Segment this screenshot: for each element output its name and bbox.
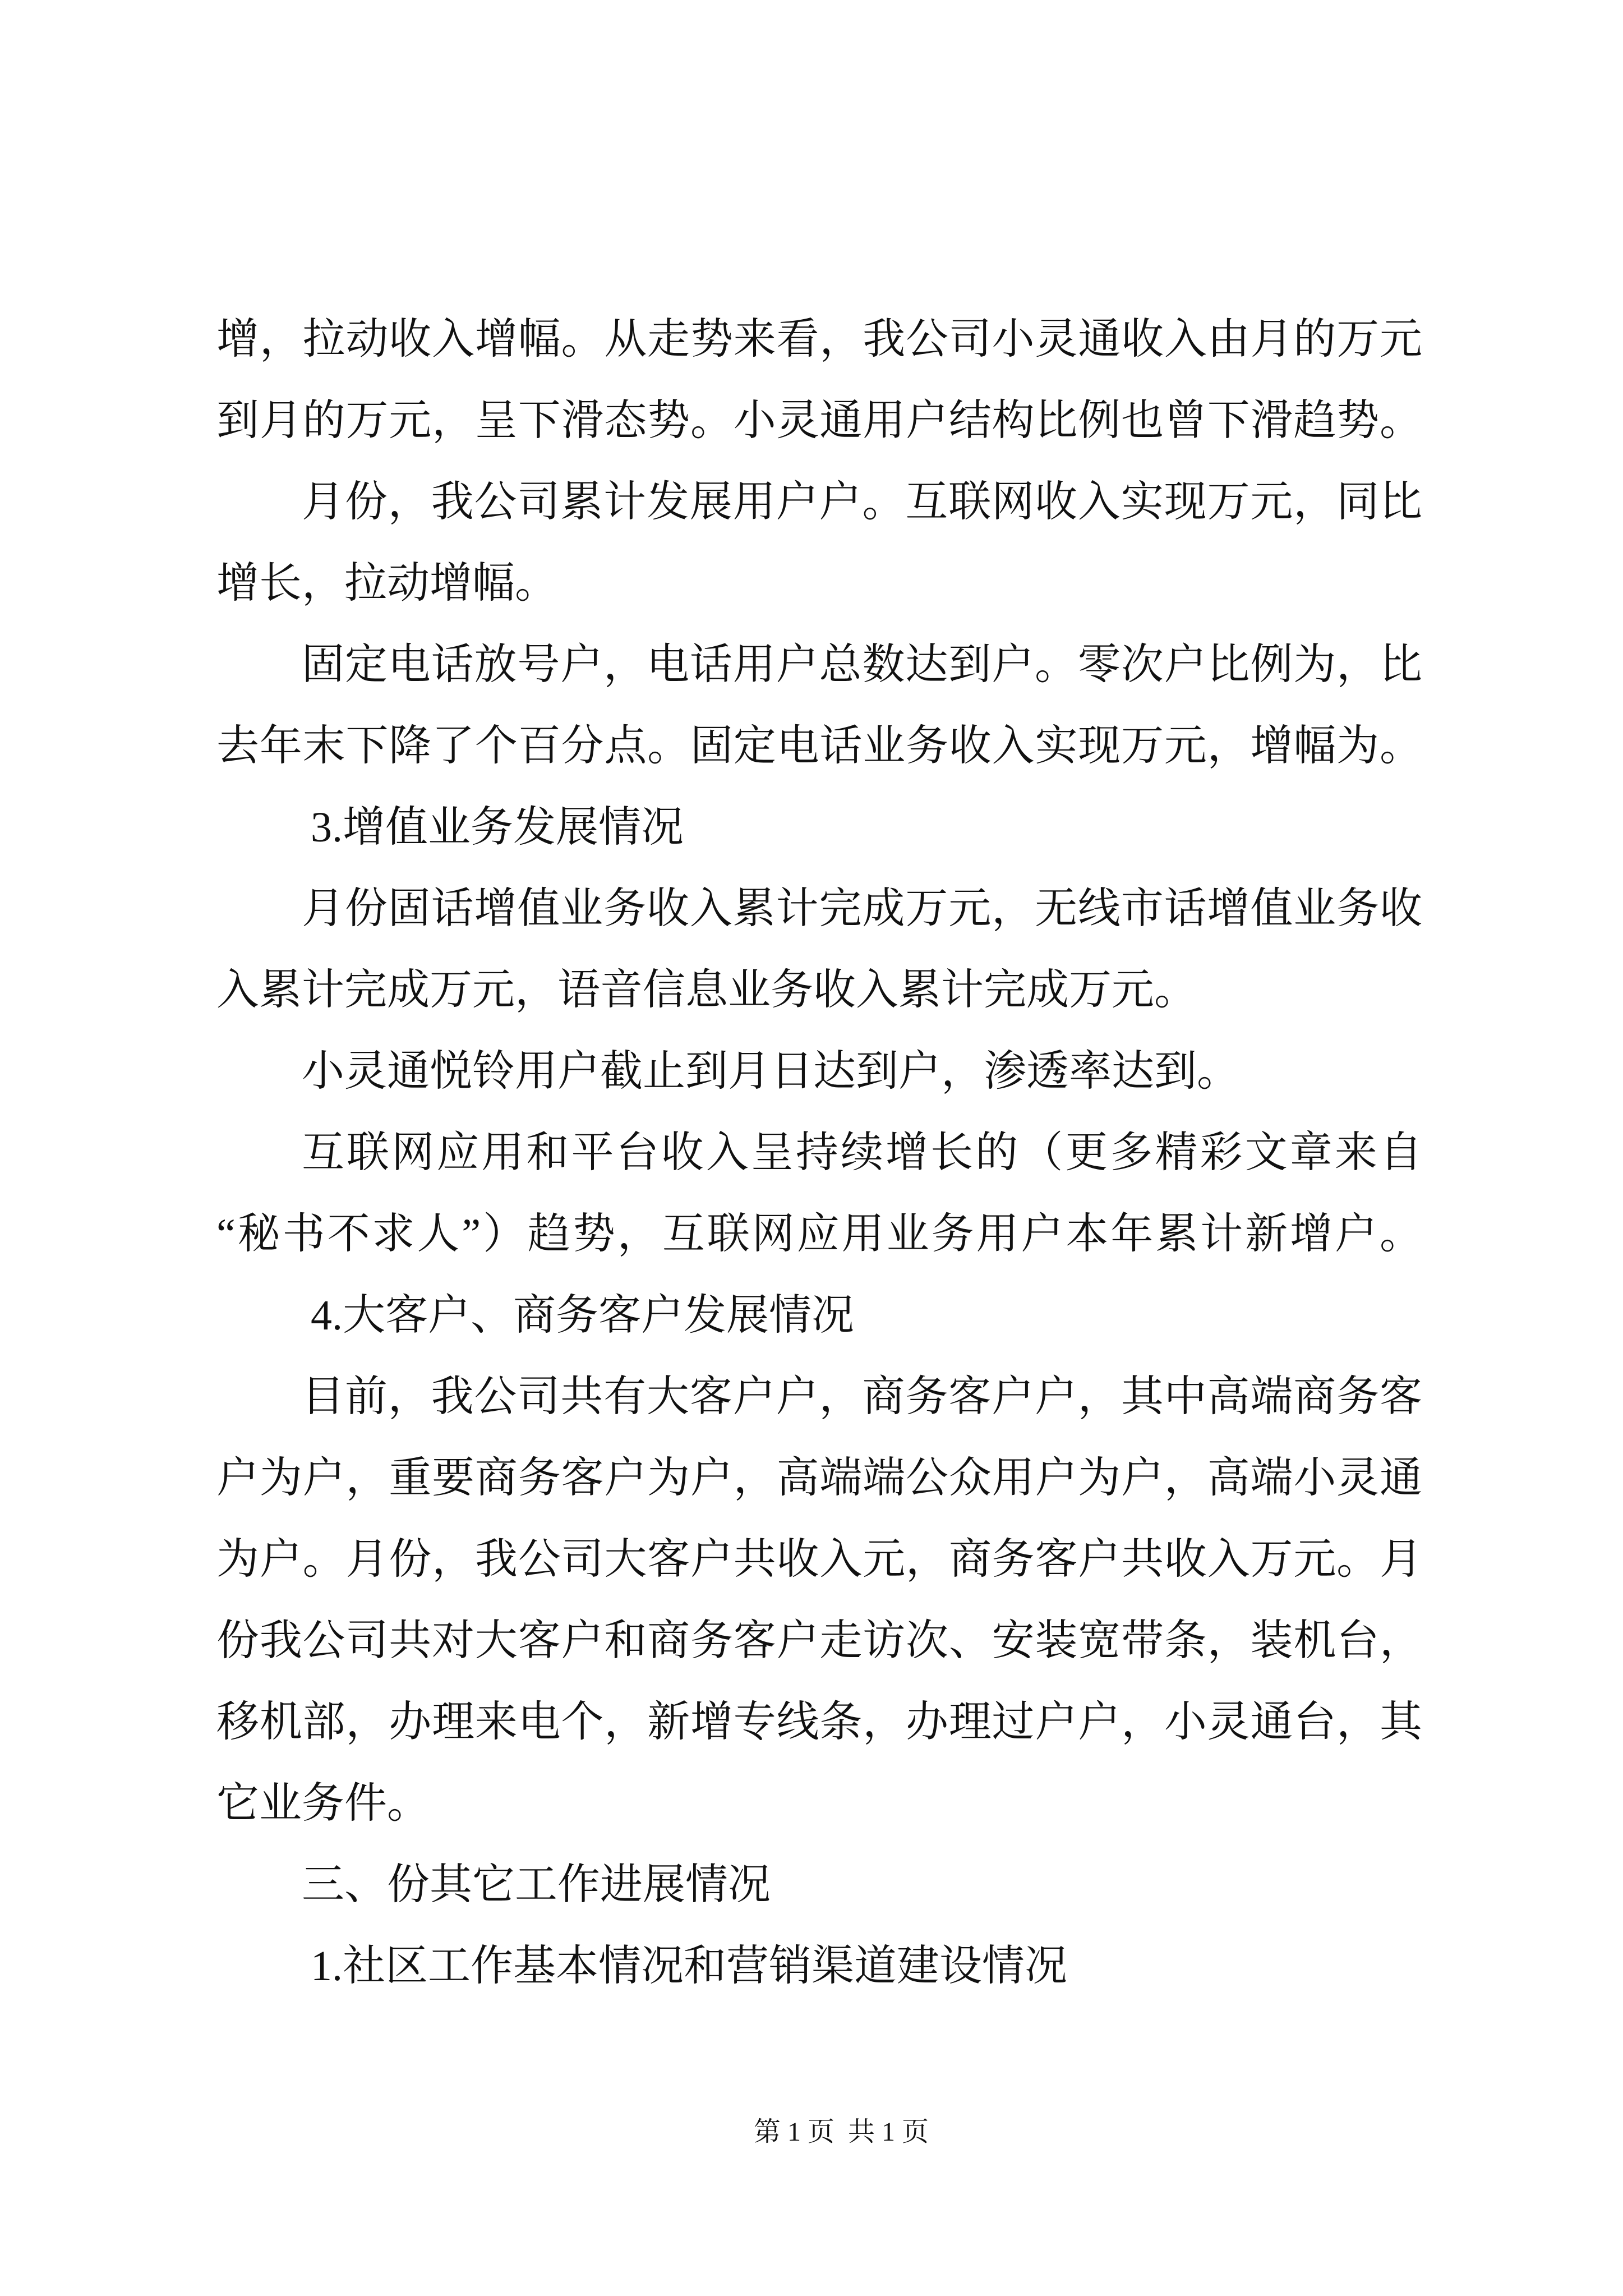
paragraph <box>216 1031 1422 1112</box>
text-line: 互联网应用和平台收入呈持续增长的（更多精彩文章来自 <box>302 1129 1422 1176</box>
text-line: 它业务件。 <box>216 1780 430 1827</box>
text-line: 月份，我公司累计发展用户户。互联网收入实现万元，同比 <box>302 478 1422 526</box>
text-line: 为户。月份，我公司大客户共收入元，商务客户共收入万元。月 <box>216 1536 1422 1583</box>
text-line: 小灵通悦铃用户截止到月日达到户，渗透率达到。 <box>302 1048 1239 1095</box>
paragraph <box>216 868 1422 1031</box>
paragraph <box>216 1356 1422 1844</box>
paragraph <box>216 1112 1422 1275</box>
paragraph <box>216 462 1422 624</box>
text-line: 去年末下降了个百分点。固定电话业务收入实现万元，增幅为。 <box>216 723 1422 770</box>
heading-text: 三、份其它工作进展情况 <box>302 1861 771 1908</box>
section-heading <box>216 1926 1422 2007</box>
text-line: 户为户，重要商务客户为户，高端端公众用户为户，高端小灵通 <box>216 1455 1422 1502</box>
text-line: 到月的万元，呈下滑态势。小灵通用户结构比例也曾下滑趋势。 <box>216 397 1422 444</box>
section-heading <box>216 1275 1422 1356</box>
text-line: 月份固话增值业务收入累计完成万元，无线市话增值业务收 <box>302 885 1422 932</box>
section-heading <box>216 787 1422 868</box>
heading-text: 3.增值业务发展情况 <box>311 804 684 851</box>
heading-text: 1.社区工作基本情况和营销渠道建设情况 <box>311 1943 1067 1990</box>
text-line: “秘书不求人”）趋势，互联网应用业务用户本年累计新增户。 <box>216 1211 1422 1258</box>
page-number-footer: 第 1 页 共 1 页 <box>753 2117 929 2147</box>
text-line: 增，拉动收入增幅。从走势来看，我公司小灵通收入由月的万元 <box>216 316 1422 363</box>
text-line: 固定电话放号户，电话用户总数达到户。零次户比例为，比 <box>302 641 1422 688</box>
document-body <box>216 299 1422 2007</box>
paragraph <box>216 624 1422 787</box>
text-line: 移机部，办理来电个，新增专线条，办理过户户，小灵通台，其 <box>216 1699 1422 1746</box>
text-line: 增长，拉动增幅。 <box>216 560 557 607</box>
text-line: 目前，我公司共有大客户户，商务客户户，其中高端商务客 <box>302 1373 1422 1420</box>
paragraph <box>216 299 1422 462</box>
text-line: 份我公司共对大客户和商务客户走访次、安装宽带条，装机台， <box>216 1617 1422 1664</box>
heading-text: 4.大客户、商务客户发展情况 <box>311 1292 854 1339</box>
text-line: 入累计完成万元，语音信息业务收入累计完成万元。 <box>216 967 1197 1014</box>
section-heading <box>216 1844 1422 1926</box>
